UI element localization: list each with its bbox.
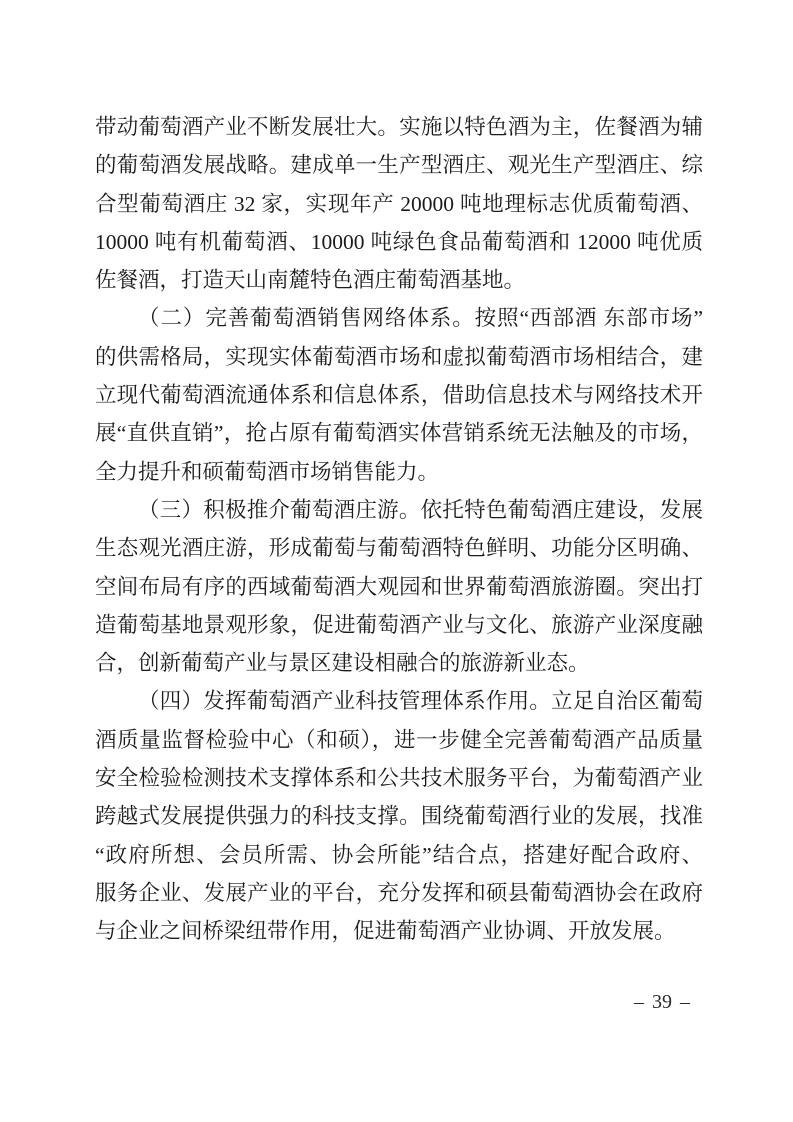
text-line: 的葡萄酒发展战略。建成单一生产型酒庄、观光生产型酒庄、综	[95, 153, 703, 178]
text-line: “政府所想、会员所需、协会所能”结合点，搭建好配合政府、	[95, 842, 703, 867]
paragraph	[95, 491, 703, 682]
text-line: （四）发挥葡萄酒产业科技管理体系作用。立足自治区葡萄	[138, 689, 703, 714]
text-line: 酒质量监督检验中心（和硕），进一步健全完善葡萄酒产品质量	[95, 727, 703, 752]
text-line: （三）积极推介葡萄酒庄游。依托特色葡萄酒庄建设，发展	[138, 497, 703, 522]
text-line: 带动葡萄酒产业不断发展壮大。实施以特色酒为主，佐餐酒为辅	[95, 115, 703, 139]
text-line: 合，创新葡萄产业与景区建设相融合的旅游新业态。	[95, 651, 590, 676]
text-line: 的供需格局，实现实体葡萄酒市场和虚拟葡萄酒市场相结合，建	[95, 344, 703, 369]
paragraph	[95, 108, 703, 299]
text-line: 10000 吨有机葡萄酒、10000 吨绿色食品葡萄酒和 12000 吨优质	[95, 229, 703, 254]
text-line: 展“直供直销”，抢占原有葡萄酒实体营销系统无法触及的市场，	[95, 421, 703, 446]
text-line: 立现代葡萄酒流通体系和信息体系，借助信息技术与网络技术开	[95, 383, 703, 408]
paragraph	[95, 299, 703, 490]
page-number: – 39 –	[634, 991, 690, 1013]
text-line: 跨越式发展提供强力的科技支撑。围绕葡萄酒行业的发展，找准	[95, 804, 703, 829]
text-line: 全力提升和硕葡萄酒市场销售能力。	[95, 459, 440, 484]
text-line: 安全检验检测技术支撑体系和公共技术服务平台，为葡萄酒产业	[95, 766, 703, 791]
text-line: 空间布局有序的西域葡萄酒大观园和世界葡萄酒旅游圈。突出打	[95, 574, 703, 599]
text-line: 造葡萄基地景观形象，促进葡萄酒产业与文化、旅游产业深度融	[95, 612, 703, 637]
text-line: 与企业之间桥梁纽带作用，促进葡萄酒产业协调、开放发展。	[95, 919, 676, 944]
text-line: 合型葡萄酒庄 32 家，实现年产 20000 吨地理标志优质葡萄酒、	[95, 191, 703, 216]
paragraph	[95, 682, 703, 950]
text-line: 服务企业、发展产业的平台，充分发挥和硕县葡萄酒协会在政府	[95, 880, 703, 905]
document-body	[95, 108, 703, 951]
text-line: 生态观光酒庄游，形成葡萄与葡萄酒特色鲜明、功能分区明确、	[95, 536, 703, 561]
text-line: （二）完善葡萄酒销售网络体系。按照“西部酒 东部市场”	[138, 306, 703, 331]
text-line: 佐餐酒，打造天山南麓特色酒庄葡萄酒基地。	[95, 268, 526, 293]
